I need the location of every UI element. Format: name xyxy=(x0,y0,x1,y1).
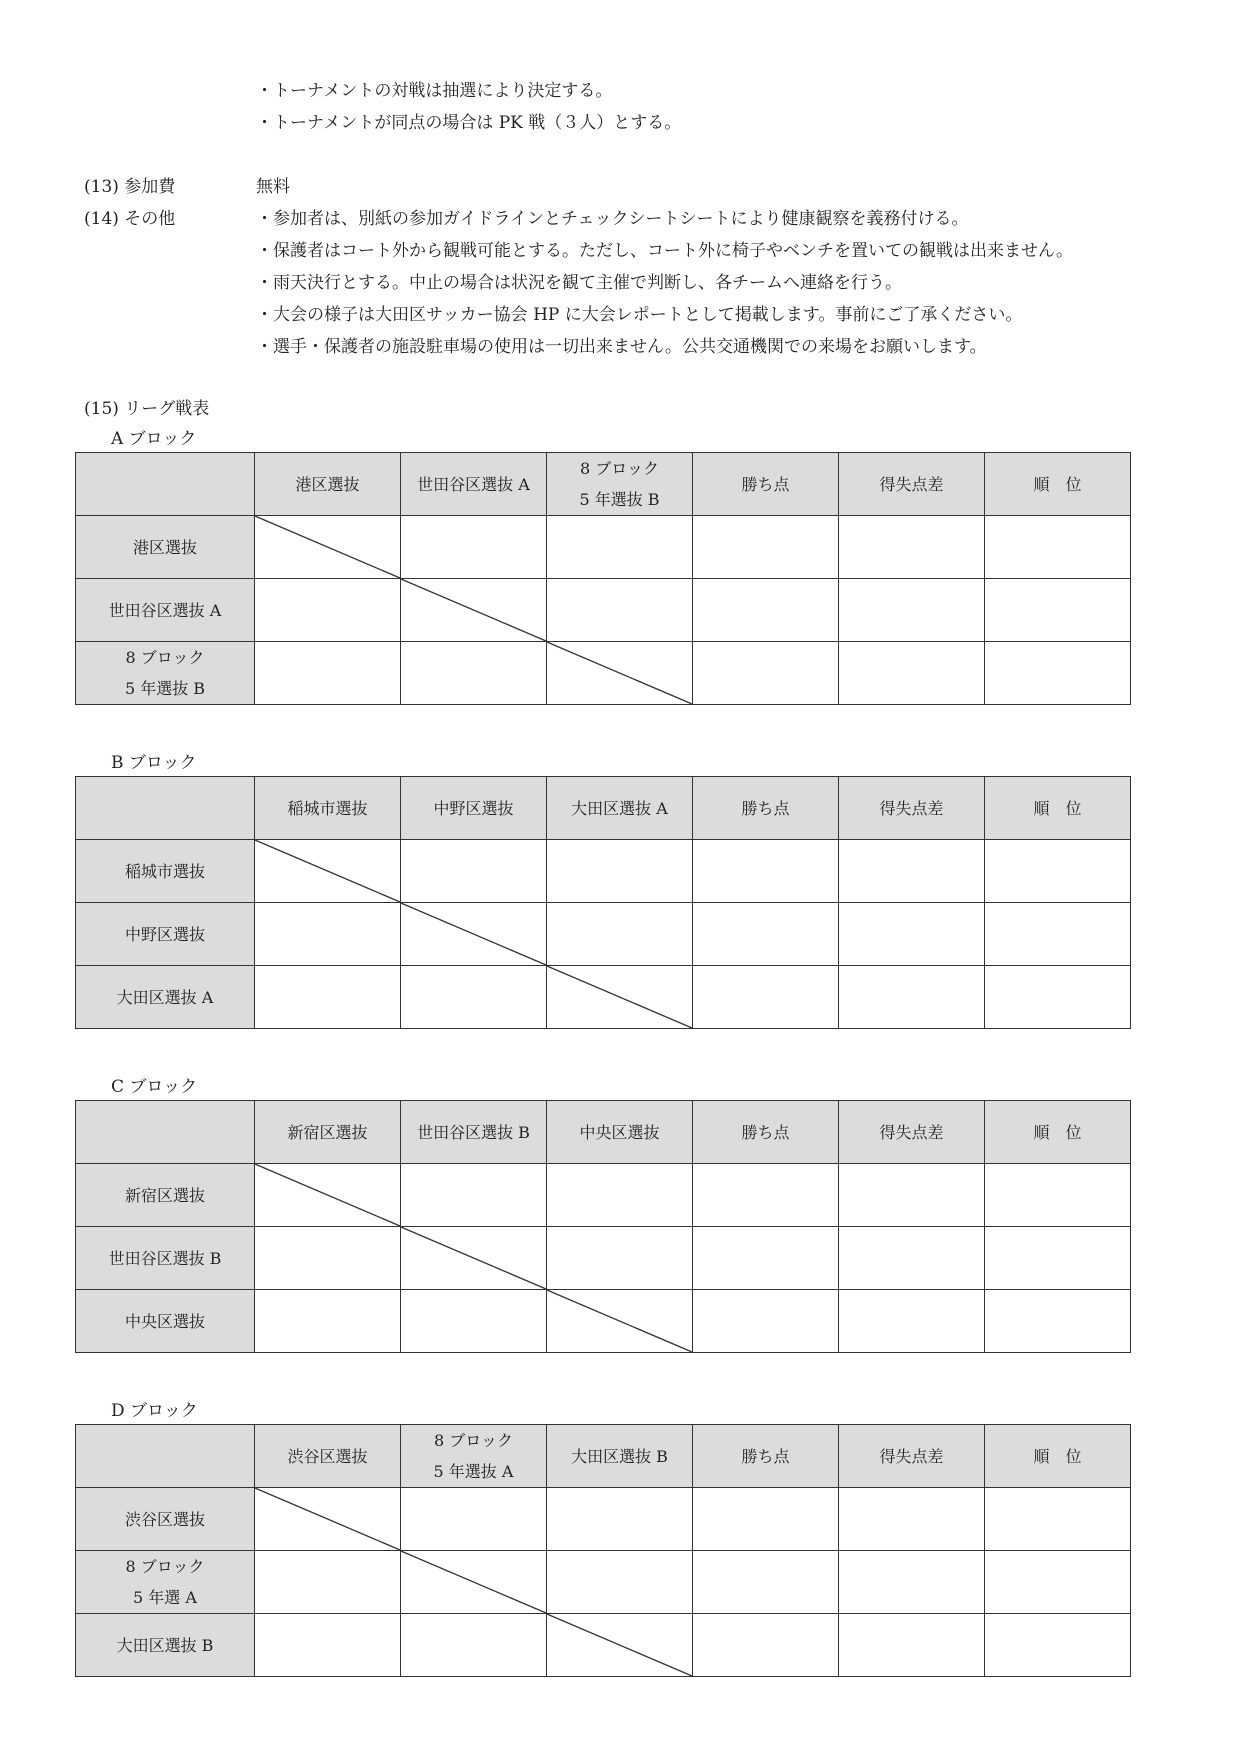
stat-header: 順 位 xyxy=(985,777,1131,840)
fee-heading: (13) 参加費 xyxy=(84,177,176,197)
self-match-cell xyxy=(547,966,693,1029)
stat-cell xyxy=(839,840,985,903)
column-team-header xyxy=(255,777,401,840)
team-name-line: 稲城市選抜 xyxy=(287,798,368,818)
other-item: ・雨天決行とする。中止の場合は状況を観て主催で判断し、各チームへ連絡を行う。 xyxy=(256,273,902,293)
column-team-header xyxy=(401,453,547,516)
row-team-header xyxy=(76,840,255,903)
match-result-cell xyxy=(547,516,693,579)
self-match-cell xyxy=(255,840,401,903)
block-d-label: D ブロック xyxy=(111,1401,198,1421)
stat-cell xyxy=(985,1290,1131,1353)
stat-header: 得失点差 xyxy=(839,1425,985,1488)
block-b-table xyxy=(75,776,1131,1029)
fee-value: 無料 xyxy=(256,177,290,197)
column-team-header xyxy=(401,1101,547,1164)
self-match-cell xyxy=(547,642,693,705)
table-header-row xyxy=(76,453,1131,516)
row-team-header xyxy=(76,1551,255,1614)
match-result-cell xyxy=(547,1164,693,1227)
stat-header: 得失点差 xyxy=(839,453,985,516)
table-row xyxy=(76,903,1131,966)
stat-cell xyxy=(839,579,985,642)
self-match-cell xyxy=(255,516,401,579)
row-team-header xyxy=(76,642,255,705)
stat-cell xyxy=(693,1290,839,1353)
stat-cell xyxy=(839,1290,985,1353)
self-match-cell xyxy=(401,1551,547,1614)
table-row xyxy=(76,966,1131,1029)
table-row xyxy=(76,1614,1131,1677)
match-result-cell xyxy=(547,1488,693,1551)
self-match-cell xyxy=(255,1164,401,1227)
match-result-cell xyxy=(401,1488,547,1551)
stat-cell xyxy=(985,903,1131,966)
table-row xyxy=(76,1488,1131,1551)
league-heading: (15) リーグ戦表 xyxy=(84,399,210,419)
team-name-line: 世田谷区選抜 B xyxy=(108,1248,222,1268)
stat-cell xyxy=(985,516,1131,579)
table-row xyxy=(76,1551,1131,1614)
stat-cell xyxy=(839,1551,985,1614)
column-team-header xyxy=(547,777,693,840)
stat-cell xyxy=(693,903,839,966)
table-row xyxy=(76,642,1131,705)
team-name-line: 渋谷区選抜 xyxy=(287,1446,368,1466)
self-match-cell xyxy=(547,1290,693,1353)
match-result-cell xyxy=(401,1290,547,1353)
table-header-row xyxy=(76,1101,1131,1164)
row-team-header xyxy=(76,1164,255,1227)
self-match-cell xyxy=(255,1488,401,1551)
stat-header: 得失点差 xyxy=(839,1101,985,1164)
other-item: ・選手・保護者の施設駐車場の使用は一切出来ません。公共交通機関での来場をお願いします。 xyxy=(256,337,987,357)
team-name-line: 大田区選抜 A xyxy=(571,798,668,818)
team-name-line: 5 年選抜 B xyxy=(124,679,206,698)
row-team-header xyxy=(76,966,255,1029)
team-name-line: 渋谷区選抜 xyxy=(124,1509,205,1529)
team-name-line: 8 ブロック xyxy=(125,648,205,667)
team-name-line: 港区選抜 xyxy=(295,474,360,494)
diagonal-slash xyxy=(255,1164,400,1226)
stat-cell xyxy=(985,579,1131,642)
stat-header: 勝ち点 xyxy=(693,453,839,516)
stat-header: 順 位 xyxy=(985,1101,1131,1164)
match-result-cell xyxy=(401,1164,547,1227)
diagonal-slash xyxy=(547,966,692,1028)
team-name-line: 世田谷区選抜 B xyxy=(417,1122,530,1142)
block-c-table xyxy=(75,1100,1131,1353)
team-name-line: 世田谷区選抜 A xyxy=(108,600,222,620)
self-match-cell xyxy=(401,903,547,966)
stat-header: 順 位 xyxy=(985,453,1131,516)
block-a-table xyxy=(75,452,1131,705)
stat-cell xyxy=(693,1227,839,1290)
row-team-header xyxy=(76,579,255,642)
diagonal-slash xyxy=(547,1290,692,1352)
team-name-line: 港区選抜 xyxy=(132,537,197,557)
column-team-header xyxy=(547,1425,693,1488)
match-result-cell xyxy=(255,903,401,966)
corner-cell xyxy=(76,777,255,840)
match-result-cell xyxy=(547,579,693,642)
team-name-line: 大田区選抜 B xyxy=(116,1635,214,1655)
diagonal-slash xyxy=(255,840,400,902)
row-team-header xyxy=(76,1614,255,1677)
self-match-cell xyxy=(401,1227,547,1290)
diagonal-slash xyxy=(547,642,692,704)
stat-cell xyxy=(839,642,985,705)
stat-cell xyxy=(839,1164,985,1227)
team-name-line: 8 ブロック xyxy=(125,1557,205,1576)
match-result-cell xyxy=(401,1614,547,1677)
row-team-header xyxy=(76,1227,255,1290)
diagonal-slash xyxy=(401,1227,546,1289)
team-name-line: 中央区選抜 xyxy=(579,1122,660,1142)
stat-cell xyxy=(693,579,839,642)
match-result-cell xyxy=(547,1227,693,1290)
column-team-header xyxy=(547,453,693,516)
corner-cell xyxy=(76,1101,255,1164)
team-name-line: 5 年選抜 B xyxy=(579,490,660,509)
other-heading: (14) その他 xyxy=(84,209,176,229)
other-item: ・保護者はコート外から観戦可能とする。ただし、コート外に椅子やベンチを置いての観戦は出来ません。 xyxy=(256,241,1074,261)
block-a-label: A ブロック xyxy=(111,429,197,449)
team-name-line: 5 年選 A xyxy=(133,1588,197,1607)
match-result-cell xyxy=(255,579,401,642)
stat-cell xyxy=(693,966,839,1029)
match-result-cell xyxy=(547,840,693,903)
row-team-header xyxy=(76,1488,255,1551)
stat-header: 勝ち点 xyxy=(693,777,839,840)
column-team-header xyxy=(255,1101,401,1164)
diagonal-slash xyxy=(255,516,400,578)
table-row xyxy=(76,1227,1131,1290)
match-result-cell xyxy=(401,840,547,903)
team-name-line: 大田区選抜 B xyxy=(571,1446,668,1466)
match-result-cell xyxy=(401,516,547,579)
column-team-header xyxy=(401,777,547,840)
row-team-header xyxy=(76,903,255,966)
stat-cell xyxy=(839,1488,985,1551)
stat-cell xyxy=(985,1551,1131,1614)
match-result-cell xyxy=(255,966,401,1029)
column-team-header xyxy=(255,453,401,516)
stat-cell xyxy=(693,1164,839,1227)
stat-cell xyxy=(985,1488,1131,1551)
diagonal-slash xyxy=(547,1614,692,1676)
stat-cell xyxy=(985,642,1131,705)
block-d-table xyxy=(75,1424,1131,1677)
stat-header: 得失点差 xyxy=(839,777,985,840)
stat-cell xyxy=(985,1614,1131,1677)
self-match-cell xyxy=(547,1614,693,1677)
corner-cell xyxy=(76,453,255,516)
stat-header: 勝ち点 xyxy=(693,1101,839,1164)
match-result-cell xyxy=(255,1614,401,1677)
stat-cell xyxy=(693,1488,839,1551)
table-row xyxy=(76,579,1131,642)
stat-cell xyxy=(693,840,839,903)
stat-cell xyxy=(693,516,839,579)
row-team-header xyxy=(76,1290,255,1353)
tournament-note-1: ・トーナメントの対戦は抽選により決定する。 xyxy=(256,81,613,101)
corner-cell xyxy=(76,1425,255,1488)
team-name-line: 5 年選抜 A xyxy=(433,1462,514,1481)
stat-cell xyxy=(839,1227,985,1290)
stat-cell xyxy=(985,840,1131,903)
tournament-note-2: ・トーナメントが同点の場合は PK 戦（３人）とする。 xyxy=(256,113,682,133)
diagonal-slash xyxy=(401,903,546,965)
team-name-line: 新宿区選抜 xyxy=(124,1185,205,1205)
stat-cell xyxy=(985,966,1131,1029)
match-result-cell xyxy=(255,1227,401,1290)
table-row xyxy=(76,840,1131,903)
match-result-cell xyxy=(255,1290,401,1353)
stat-cell xyxy=(693,642,839,705)
match-result-cell xyxy=(255,1551,401,1614)
column-team-header xyxy=(547,1101,693,1164)
team-name-line: 8 ブロック xyxy=(580,459,659,478)
stat-cell xyxy=(985,1227,1131,1290)
stat-header: 勝ち点 xyxy=(693,1425,839,1488)
team-name-line: 世田谷区選抜 A xyxy=(417,474,530,494)
team-name-line: 中央区選抜 xyxy=(124,1311,205,1331)
block-b-label: B ブロック xyxy=(111,753,197,773)
row-team-header xyxy=(76,516,255,579)
table-header-row xyxy=(76,1425,1131,1488)
stat-cell xyxy=(839,516,985,579)
table-row xyxy=(76,1164,1131,1227)
match-result-cell xyxy=(255,642,401,705)
column-team-header xyxy=(401,1425,547,1488)
match-result-cell xyxy=(401,966,547,1029)
match-result-cell xyxy=(547,903,693,966)
table-row xyxy=(76,1290,1131,1353)
team-name-line: 稲城市選抜 xyxy=(124,861,205,881)
team-name-line: 中野区選抜 xyxy=(124,924,205,944)
stat-cell xyxy=(839,1614,985,1677)
match-result-cell xyxy=(401,642,547,705)
stat-cell xyxy=(839,903,985,966)
diagonal-slash xyxy=(401,579,546,641)
self-match-cell xyxy=(401,579,547,642)
block-c-label: C ブロック xyxy=(111,1077,198,1097)
team-name-line: 中野区選抜 xyxy=(433,798,514,818)
stat-cell xyxy=(693,1551,839,1614)
team-name-line: 8 ブロック xyxy=(434,1431,513,1450)
diagonal-slash xyxy=(255,1488,400,1550)
team-name-line: 大田区選抜 A xyxy=(116,987,214,1007)
column-team-header xyxy=(255,1425,401,1488)
match-result-cell xyxy=(547,1551,693,1614)
stat-cell xyxy=(839,966,985,1029)
table-row xyxy=(76,516,1131,579)
stat-header: 順 位 xyxy=(985,1425,1131,1488)
table-header-row xyxy=(76,777,1131,840)
other-item: ・参加者は、別紙の参加ガイドラインとチェックシートシートにより健康観察を義務付ける。 xyxy=(256,209,969,229)
stat-cell xyxy=(985,1164,1131,1227)
other-item: ・大会の様子は大田区サッカー協会 HP に大会レポートとして掲載します。事前にご了承ください。 xyxy=(256,305,1023,325)
stat-cell xyxy=(693,1614,839,1677)
diagonal-slash xyxy=(401,1551,546,1613)
team-name-line: 新宿区選抜 xyxy=(287,1122,368,1142)
